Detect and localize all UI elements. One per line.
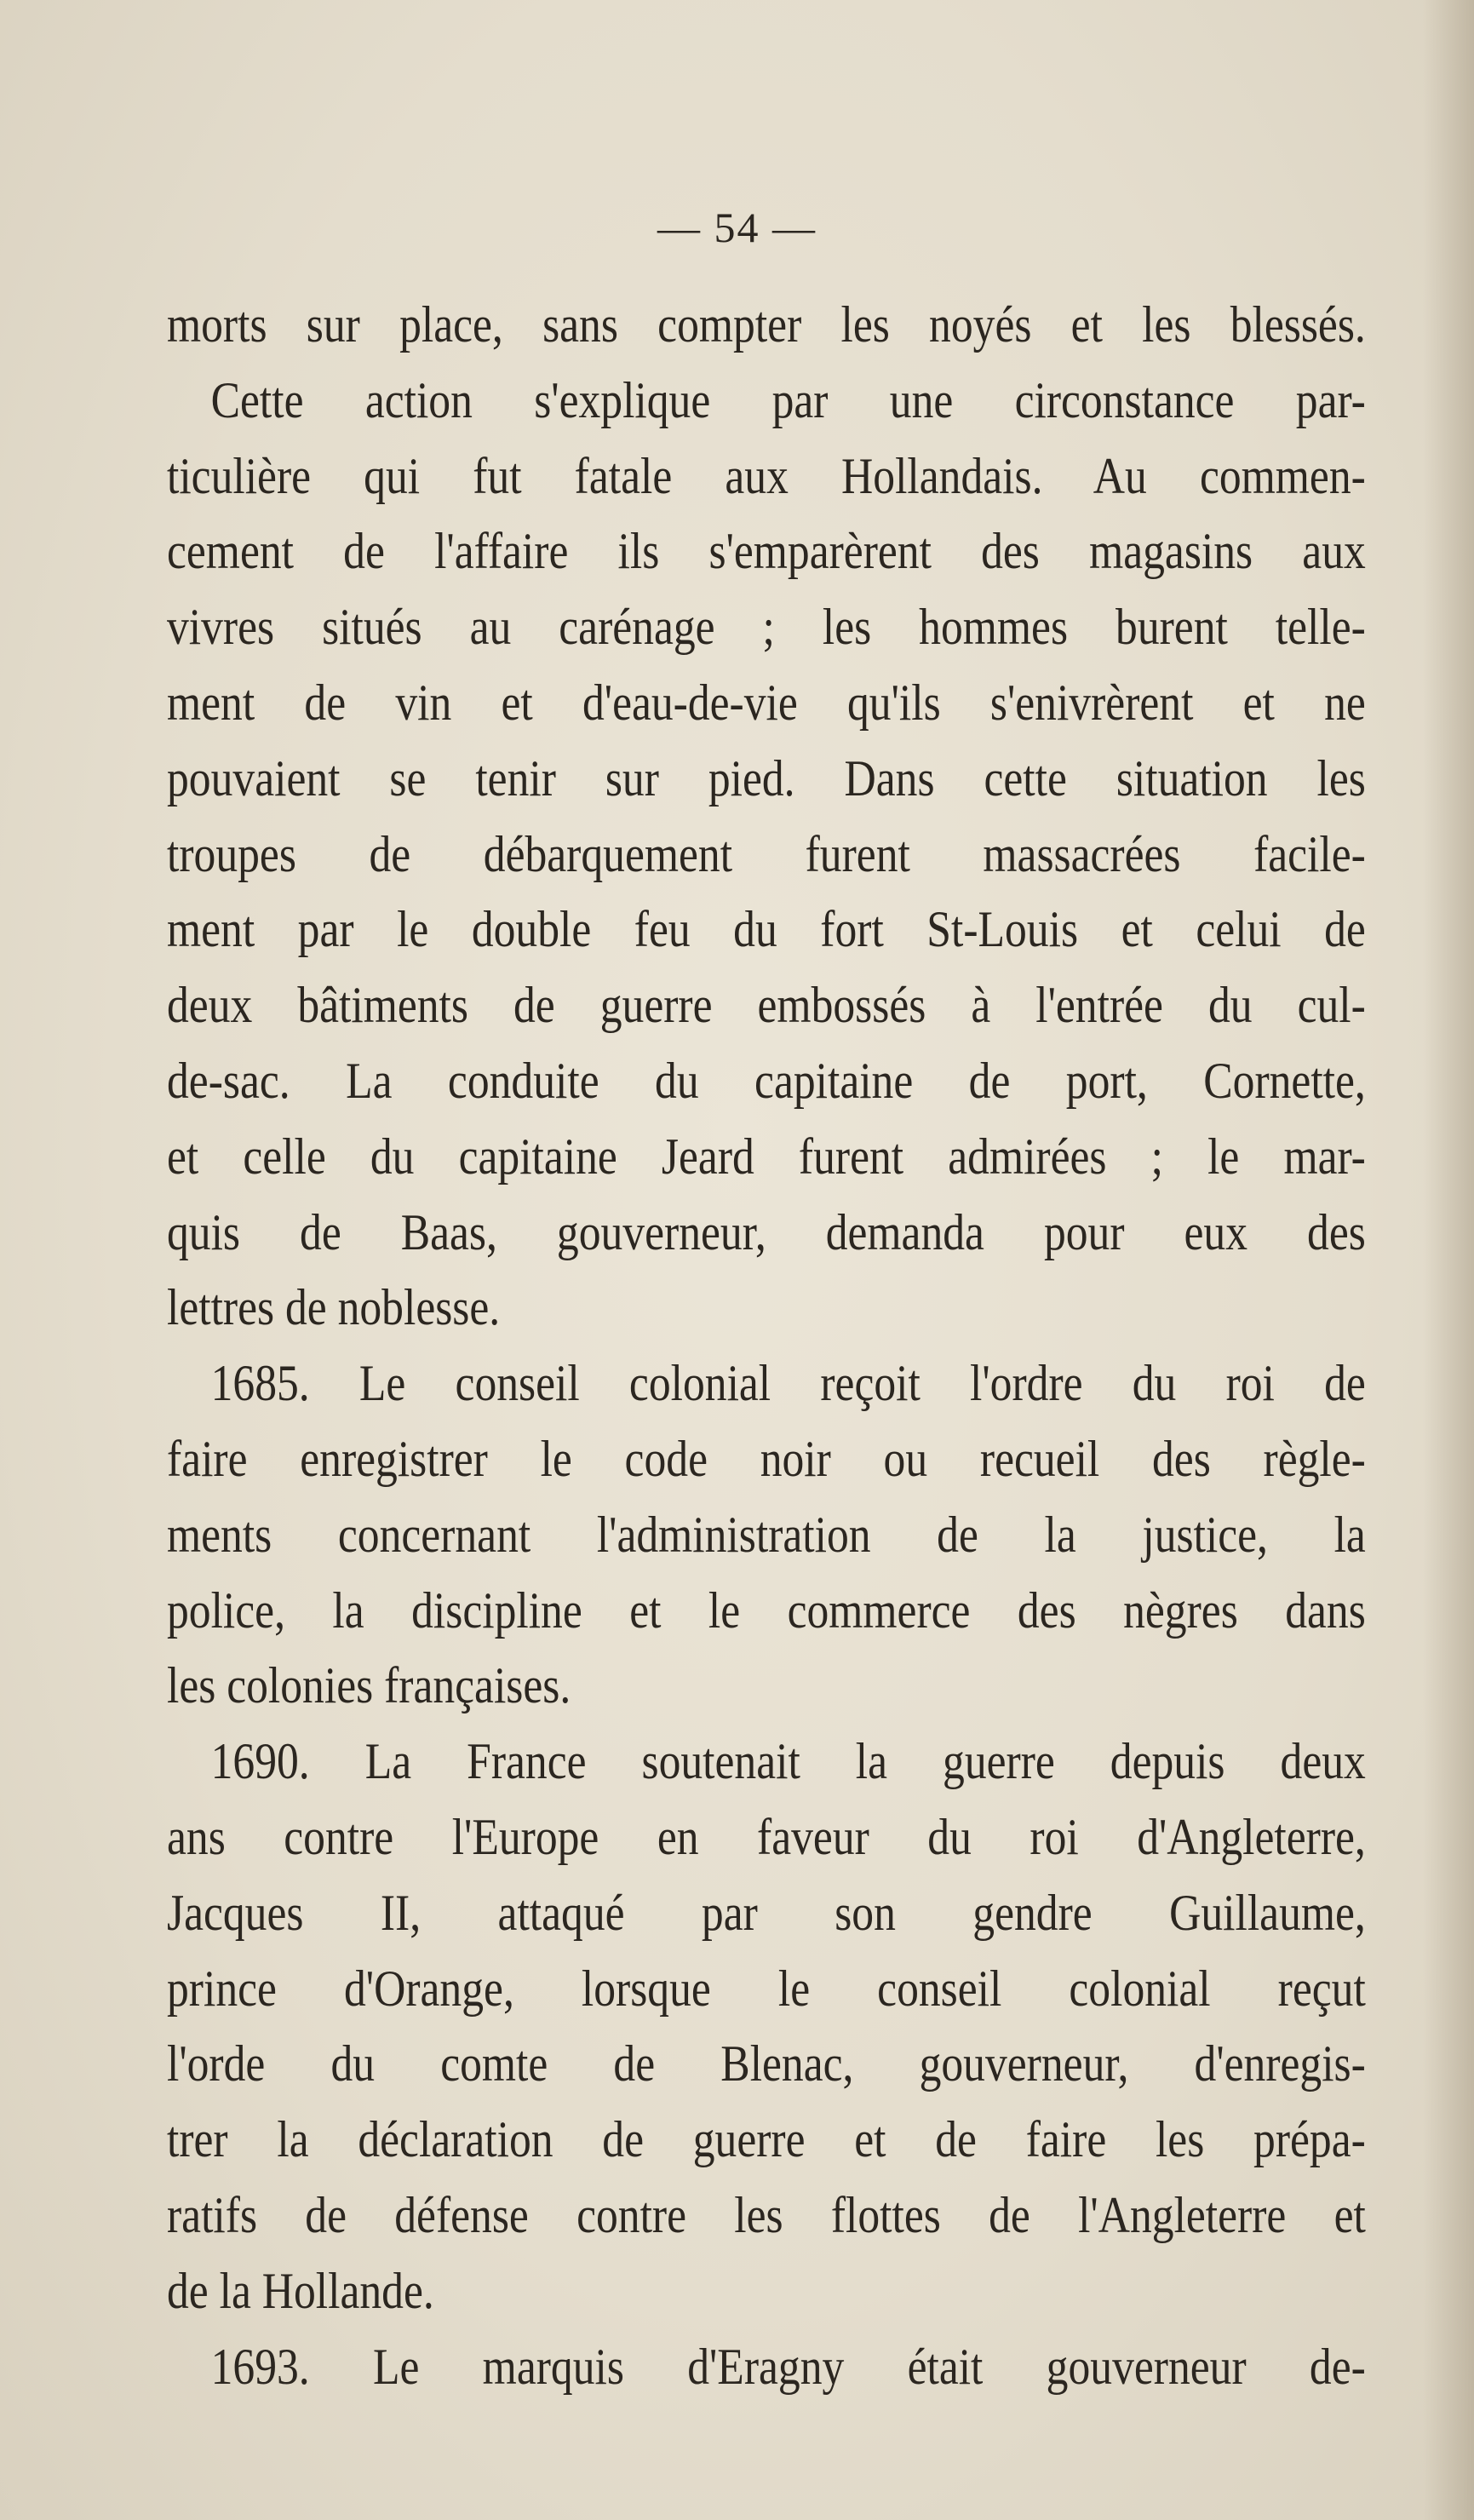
text-line: quis de Baas, gouverneur, demanda pour eux des [167, 1203, 1366, 1260]
text-line: 1690. La France soutenait la guerre depuis deux [210, 1733, 1366, 1790]
text-line: ticulière qui fut fatale aux Hollandais. Au commen- [167, 447, 1366, 504]
text-line: Jacques II, attaqué par son gendre Guillaume, [167, 1884, 1366, 1941]
text-line: Cette action s'explique par une circonstance par- [210, 371, 1366, 428]
text-line: l'orde du comte de Blenac, gouverneur, d'enregis- [167, 2035, 1366, 2092]
text-line: de la Hollande. [167, 2262, 434, 2319]
text-line: deux bâtiments de guerre embossés à l'entrée du cul- [167, 977, 1366, 1034]
text-line: 1685. Le conseil colonial reçoit l'ordre du roi de [210, 1355, 1366, 1412]
text-line: vivres situés au carénage ; les hommes burent telle- [167, 599, 1366, 656]
text-line: cement de l'affaire ils s'emparèrent des magasins aux [167, 523, 1366, 580]
page-number: — 54 — [657, 204, 817, 251]
text-line: et celle du capitaine Jeard furent admirées ; le mar- [167, 1128, 1366, 1185]
page-edge-shadow [1423, 0, 1474, 2520]
text-line: les colonies françaises. [167, 1657, 571, 1714]
text-line: troupes de débarquement furent massacrées facile- [167, 825, 1366, 882]
text-line: trer la déclaration de guerre et de faire les prépa- [167, 2111, 1366, 2168]
text-line: faire enregistrer le code noir ou recueil des règle- [167, 1430, 1366, 1487]
text-line: ans contre l'Europe en faveur du roi d'Angleterre, [167, 1808, 1366, 1865]
text-line: ment par le double feu du fort St-Louis et celui de [167, 901, 1366, 958]
text-line: police, la discipline et le commerce des nègres dans [167, 1581, 1366, 1639]
text-line: ments concernant l'administration de la justice, la [167, 1506, 1366, 1563]
text-line: 1693. Le marquis d'Eragny était gouverneur de- [210, 2338, 1366, 2395]
text-line: morts sur place, sans compter les noyés et les blessés. [167, 296, 1366, 353]
text-line: ment de vin et d'eau-de-vie qu'ils s'enivrèrent et ne [167, 674, 1366, 731]
text-line: ratifs de défense contre les flottes de l'Angleterre et [167, 2186, 1366, 2243]
text-line: prince d'Orange, lorsque le conseil colonial reçut [167, 1960, 1366, 2017]
text-line: lettres de noblesse. [167, 1279, 501, 1336]
text-line: pouvaient se tenir sur pied. Dans cette situation les [167, 749, 1366, 807]
body-text [167, 287, 1366, 2404]
text-line: de-sac. La conduite du capitaine de port, Cornette, [167, 1052, 1366, 1109]
